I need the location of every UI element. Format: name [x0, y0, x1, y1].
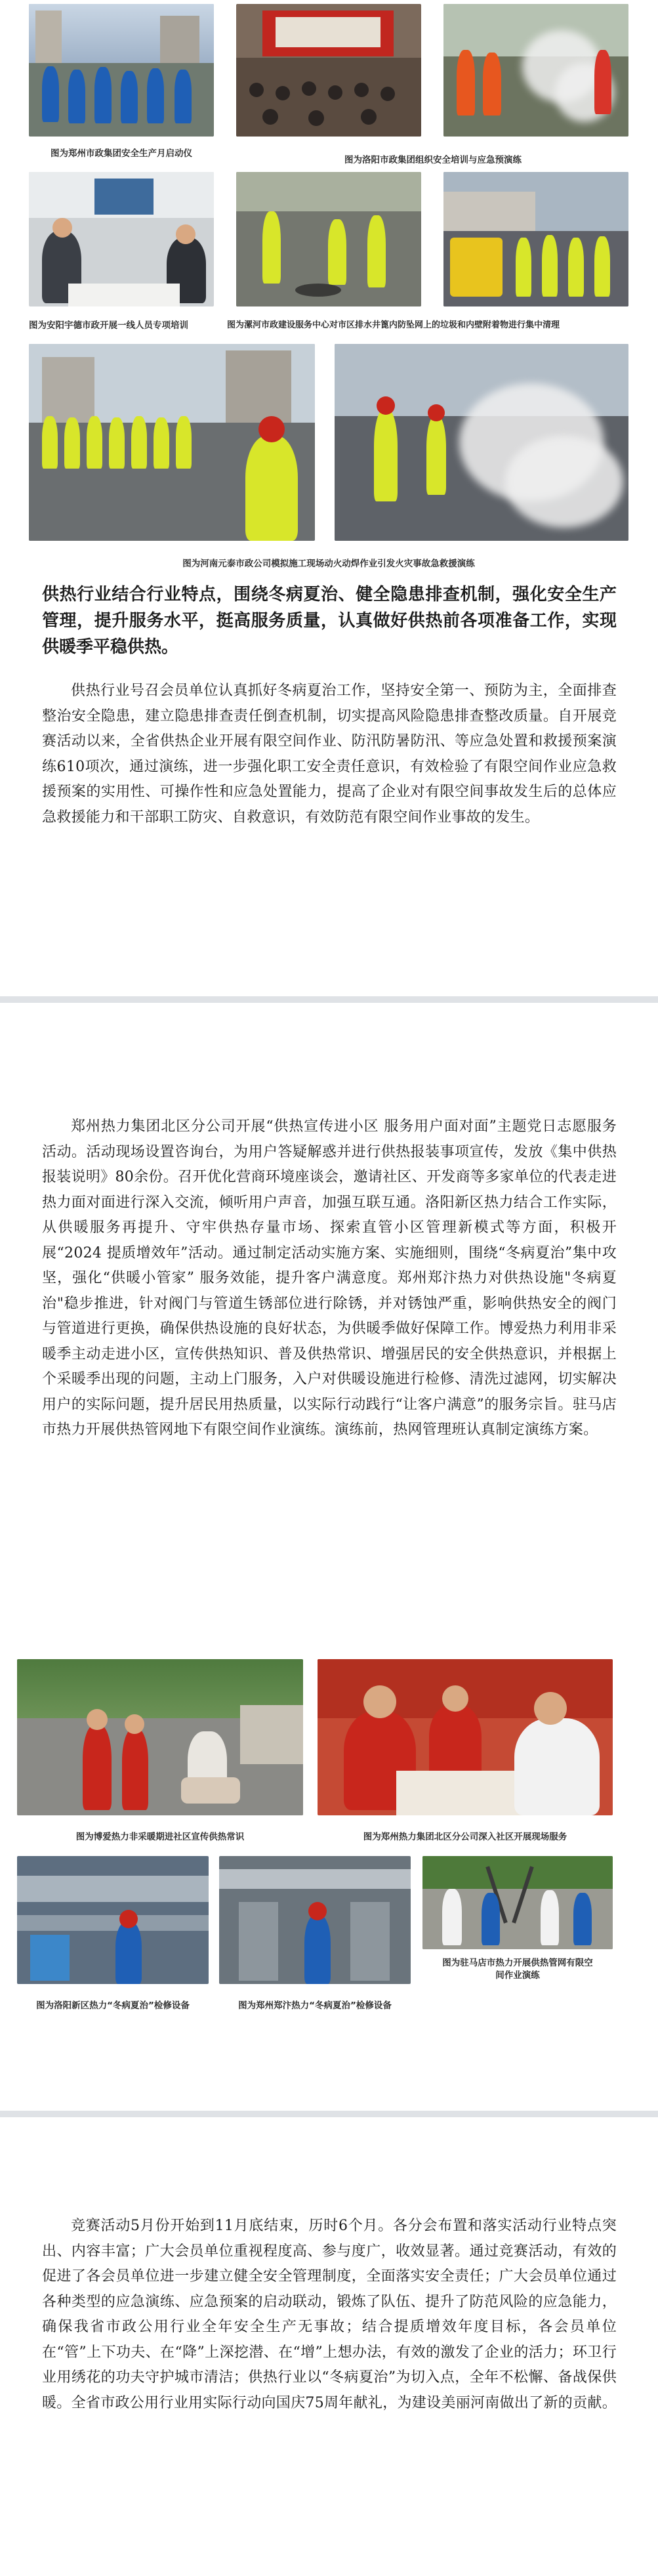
- photo-luoyang-equipment-overhaul: [17, 1856, 209, 1984]
- document-page-1: [0, 0, 658, 996]
- paragraph-heating-summer-prep: 供热行业号召会员单位认真抓好冬病夏治工作，坚持安全第一、预防为主，全面排查整治安全隐患，建立隐患排查责任倒查机制，切实提高风险隐患排查整改质量。自开展竞赛活动以来，全省供热企业开展有限空间作业、防汛防暑防汛、等应急处置和救援预案演练610项次，通过演练，进一步强化职工安全责任意识，有效检验了有限空间作业应急救援预案的实用性、可操作性和应急处置能力，提高了企业对有限空间事故发生后的总体应急救援能力和干部职工防灾、自救意识，有效防范有限空间作业事故的发生。: [42, 683, 617, 826]
- paragraph-competition-summary: 竞赛活动5月份开始到11月底结束，历时6个月。各分会布置和落实活动行业特点突出、内容丰富；广大会员单位重视程度高、参与度广，收效显著。通过竞赛活动，有效的促进了各会员单位进一步建立健全安全管理制度，全面落实安全责任；广大会员单位通过各种类型的应急演练、应急预案的启动联动，锻炼了队伍、提升了防范风险的应急能力，确保我省市政公用行业全年安全生产无事故；结合提质增效年度目标，各会员单位在“管”上下功夫、在“降”上深挖潜、在“增”上想办法，有效的激发了企业的活力；环卫行业用绣花的功夫守护城市清洁；供热行业以“冬病夏治”为切入点，全年不松懈、备战保供暖。全省市政公用行业用实际行动向国庆75周年献礼，为建设美丽河南做出了新的贡献。: [42, 2218, 617, 2411]
- paragraph-heating-service-activities: 郑州热力集团北区分公司开展“供热宣传进小区 服务用户面对面”主题党日志愿服务活动。活动现场设置咨询台，为用户答疑解惑并进行供热报装事项宣传，发放《集中供热报装说明》80余份。召开优化营商环境座谈会，邀请社区、开发商等多家单位的代表走进热力面对面进行深入交流，倾听用户声音，加强互联互通。洛阳新区热力结合工作实际，从供暖服务再提升、守牢供热存量市场、探索直管小区管理新模式等方面，积极开展“2024 提质增效年”活动。通过制定活动实施方案、实施细则，围绕“冬病夏治”集中攻坚，强化“供暖小管家” 服务效能，提升客户满意度。郑州郑汴热力对供热设施"冬病夏治"稳步推进，针对阀门与管道生锈部位进行除锈，并对锈蚀严重，影响供热安全的阀门与管道进行更换，确保供热设施的良好状态，为供暖季做好保障工作。博爱热力利用非采暖季主动走进小区，宣传供热知识、普及供热常识、增强居民的安全供热意识，并根据上个采暖季出现的问题，主动上门服务，入户对供暖设施进行检修、清洗过滤网，切实解决用户的实际问题，提升居民用热质量，以实际行动践行“让客户满意”的服务宗旨。驻马店市热力开展供热管网地下有限空间作业演练。演练前，热网管理班认真制定演练方案。: [42, 1118, 617, 1438]
- photo-caption-3: 图为安阳宇德市政开展一线人员专项培训: [29, 320, 188, 331]
- photo-caption-8: 图为洛阳新区热力“冬病夏治”检修设备: [36, 2000, 190, 2011]
- photo-frontline-training: [29, 172, 214, 306]
- photo-safety-month-ceremony: [29, 4, 214, 137]
- photo-caption-9: 图为郑州郑汴热力“冬病夏治”检修设备: [238, 2000, 392, 2011]
- photo-caption-1: 图为郑州市政集团安全生产月启动仪: [51, 148, 192, 159]
- photo-community-onsite-service: [318, 1659, 613, 1815]
- photo-caption-7: 图为郑州热力集团北区分公司深入社区开展现场服务: [363, 1832, 567, 1842]
- photo-safety-training-hall: [236, 4, 421, 137]
- document-page-3: [0, 2117, 658, 2576]
- photo-caption-10: 图为驻马店市热力开展供热管网有限空间作业演练: [442, 1958, 593, 1981]
- photo-caption-2: 图为洛阳市政集团组织安全培训与应急预演练: [344, 155, 522, 165]
- photo-community-publicity: [17, 1659, 303, 1815]
- section-lead-heating-industry: 供热行业结合行业特点，围绕冬病夏治、健全隐患排查机制，强化安全生产管理，提升服务水平，挺高服务质量，认真做好供热前各项准备工作，实现供暖季平稳供热。: [42, 585, 617, 657]
- photo-rescue-drill-team: [29, 344, 315, 541]
- photo-fire-smoke-drill: [335, 344, 628, 541]
- photo-drain-cleaning: [236, 172, 421, 306]
- photo-rescue-truck: [443, 172, 628, 306]
- photo-caption-4: 图为漯河市政建设服务中心对市区排水井篦内防坠网上的垃圾和内壁附着物进行集中清理: [227, 320, 560, 330]
- photo-caption-5: 图为河南元泰市政公司模拟施工现场动火动焊作业引发火灾事故急救援演练: [182, 559, 475, 569]
- photo-fire-extinguisher-drill: [443, 4, 628, 137]
- photo-caption-6: 图为博爱热力非采暖期进社区宣传供热常识: [75, 1832, 245, 1842]
- document-page-2: [0, 1003, 658, 2111]
- photo-zhumadian-confined-space-drill: [422, 1856, 613, 1949]
- photo-zhengbian-equipment-overhaul: [219, 1856, 411, 1984]
